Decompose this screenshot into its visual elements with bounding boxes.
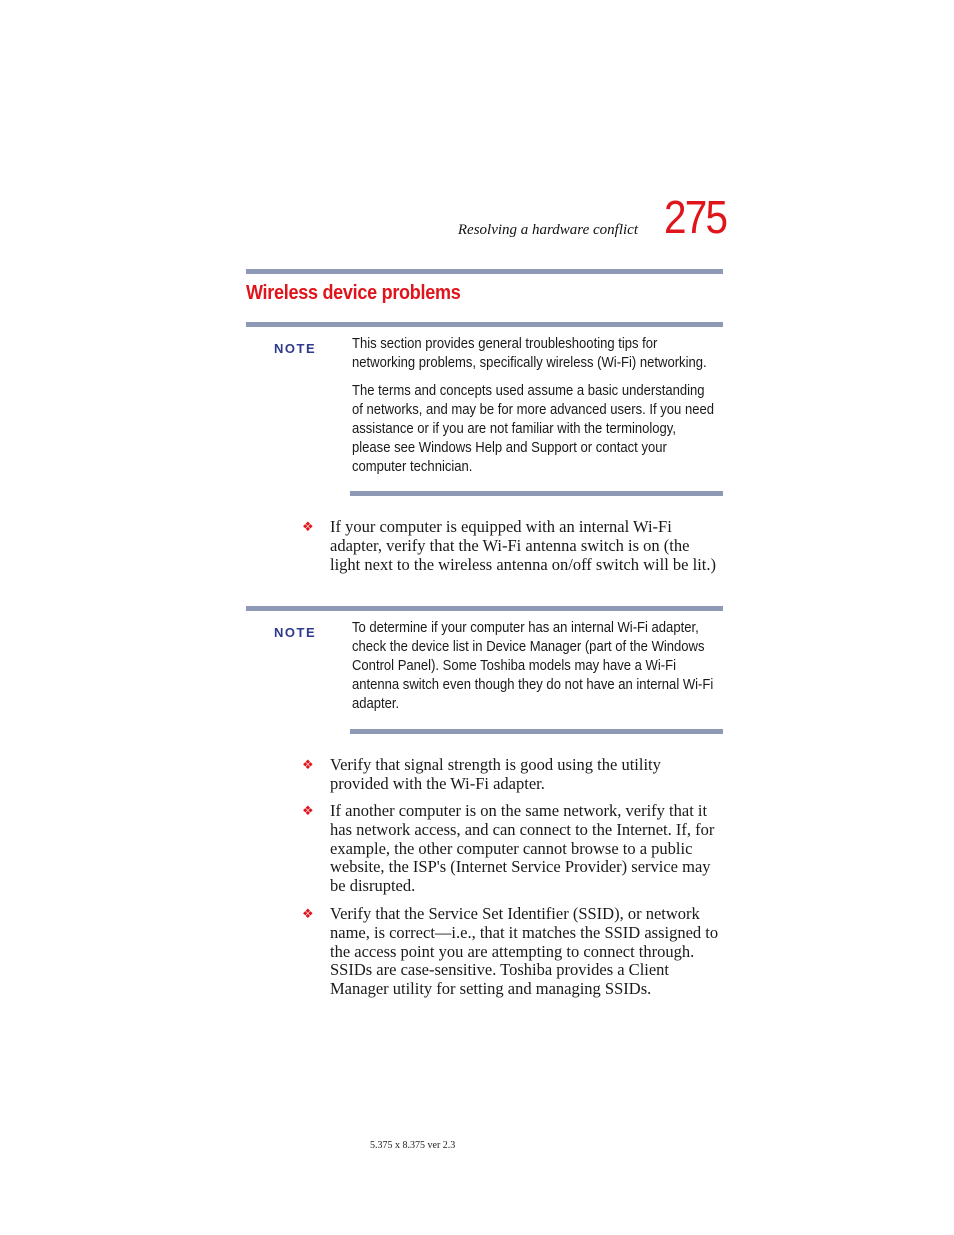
bullet-text: Verify that the Service Set Identifier (SSID), or network name, is correct—i.e., that it matches the SSID assigned to the access point you are attempting to connect through. SSIDs are case-sensitive. Toshiba provides a Client Manager utility for setting and managing SSIDs. [330, 904, 719, 999]
diamond-bullet-icon: ❖ [302, 758, 314, 773]
diamond-bullet-icon: ❖ [302, 520, 314, 535]
diamond-bullet-icon: ❖ [302, 804, 314, 819]
page-number: 275 [664, 191, 727, 243]
running-head: Resolving a hardware conflict [457, 222, 638, 238]
note-top-rule [246, 606, 723, 611]
note-top-rule [246, 322, 723, 327]
bullet-text: If another computer is on the same network, verify that it has network access, and can connect to the Internet. If, for example, the other computer cannot browse to a public website, the ISP's (Internet Service Provider) service may be disrupted. [330, 801, 715, 896]
note-paragraph: The terms and concepts used assume a basic understanding of networks, and may be for more advanced users. If you need assistance or if you are not familiar with the terminology, please see Windows Help and Support or contact your computer technician. [352, 382, 714, 475]
section-top-rule [246, 269, 723, 274]
bullet-text: If your computer is equipped with an internal Wi-Fi adapter, verify that the Wi-Fi antenna switch is on (the light next to the wireless antenna on/off switch will be lit.) [330, 517, 716, 574]
section-title: Wireless device problems [246, 282, 461, 304]
note-bottom-rule [350, 729, 723, 734]
note-label: NOTE [274, 625, 317, 640]
diamond-bullet-icon: ❖ [302, 907, 314, 922]
footer-version: 5.375 x 8.375 ver 2.3 [370, 1140, 456, 1151]
note-paragraph: To determine if your computer has an internal Wi-Fi adapter, check the device list in Device Manager (part of the Windows Control Panel). Some Toshiba models may have a Wi-Fi antenna switch even though they do not have an internal Wi-Fi adapter. [352, 619, 714, 712]
bullet-text: Verify that signal strength is good using the utility provided with the Wi-Fi adapter. [330, 755, 661, 793]
note-label: NOTE [274, 341, 317, 356]
note-body [352, 334, 717, 485]
note-body [352, 618, 717, 722]
note-bottom-rule [350, 491, 723, 496]
note-paragraph: This section provides general troubleshooting tips for networking problems, specifically wireless (Wi-Fi) networking. [352, 335, 707, 371]
